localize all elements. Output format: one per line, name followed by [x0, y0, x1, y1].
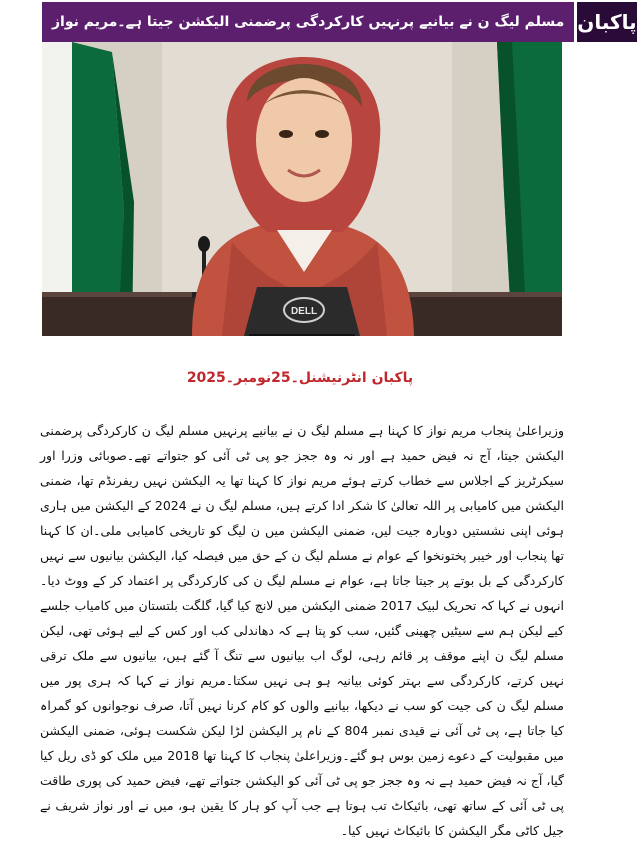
laptop — [244, 287, 360, 336]
article-body: وزیراعلیٰ پنجاب مریم نواز کا کہنا ہے مسلم لیگ ن نے بیانیے پرنہیں مسلم لیگ ن کارکردگی پرضمنی الیکشن جیتا، آج نہ فیض حمید ہے اور نہ وہ ججز جو پی ٹی آئی کو جتواتے تھے۔صوبائی وزرا اور سیکرٹریز کے اجلاس سے خطاب کرتے ہوئے مریم نواز کا کہنا تھا یہ الیکشن نہیں ریفرنڈم تھا، ضمنی الیکشن میں کامیابی پر اللہ تعالیٰ کا شکر ادا کرتے ہیں، مسلم لیگ ن نے 2024 کے الیکشن میں ہاری ہوئی اپنی نشستیں دوبارہ جیت لیں، ضمنی الیکشن میں ن لیگ کو تاریخی کامیابی ملی۔ان کا کہنا تھا پنجاب اور خیبر پختونخوا کے عوام نے مسلم لیگ ن کے حق میں فیصلہ کیا، الیکشن بیانیوں سے نہیں کارکردگی کے بل بوتے پر جیتا جاتا ہے، عوام نے مسلم لیگ ن کی کارکردگی پر اعتماد کر کے ووٹ دیا۔انہوں نے کہا کہ تحریک لبیک 2017 ضمنی الیکشن میں لانچ کیا گیا، گلگت بلتستان میں کامیاب جلسے کیے لیکن ہم سے سیٹیں چھینی گئیں، سب کو پتا ہے کہ دھاندلی کب اور کس کے لیے ہوئی تھی، لیکن مسلم لیگ ن اپنے موقف پر قائم رہی، لوگ اب بیانیوں سے تنگ آ گئے ہیں، بیانیوں سے ملک ترقی نہیں کرتے، کارکردگی سے بہتر کوئی بیانیہ ہو ہی نہیں سکتا۔مریم نواز نے کہا کہ ہری پور میں مسلم لیگ ن کی جیت کو سب نے دیکھا، بیانیے والوں کو کام کرنا نہیں آتا، صرف نوجوانوں کو گمراہ کیا جاتا ہے، پی ٹی آئی نے قیدی نمبر 804 کے نام پر الیکشن لڑا لیکن شکست ہوئی، ضمنی الیکشن میں مقبولیت کے دعوے زمین بوس ہو گئے۔وزیراعلیٰ پنجاب کا کہنا تھا 2018 میں ملک کو ڈی ریل کیا گیا، آج نہ فیض حمید ہے نہ وہ ججز جو پی ٹی آئی کو الیکشن جتواتے تھے، فیض حمید کی پوری طاقت پی ٹی آئی کے ساتھ تھی، بائیکاٹ تب ہوتا ہے جب آپ کو ہار کا یقین ہو، میں نے اور نواز شریف نے جیل کاٹی مگر الیکشن کا بائیکاٹ نہیں کیا۔ — [40, 423, 565, 838]
news-photo — [42, 42, 562, 336]
laptop-logo: DELL — [290, 306, 318, 317]
dateline: پاکبان انٹرنیشنل۔25نومبر۔2025 — [186, 370, 414, 386]
brand-logo: پاکبان — [574, 2, 636, 42]
headline: مسلم لیگ ن نے بیانیے پرنہیں کارکردگی پرضمنی الیکشن جیتا ہے۔مریم نواز — [42, 2, 574, 42]
header-bar — [42, 2, 637, 42]
photo-illustration — [42, 42, 562, 336]
